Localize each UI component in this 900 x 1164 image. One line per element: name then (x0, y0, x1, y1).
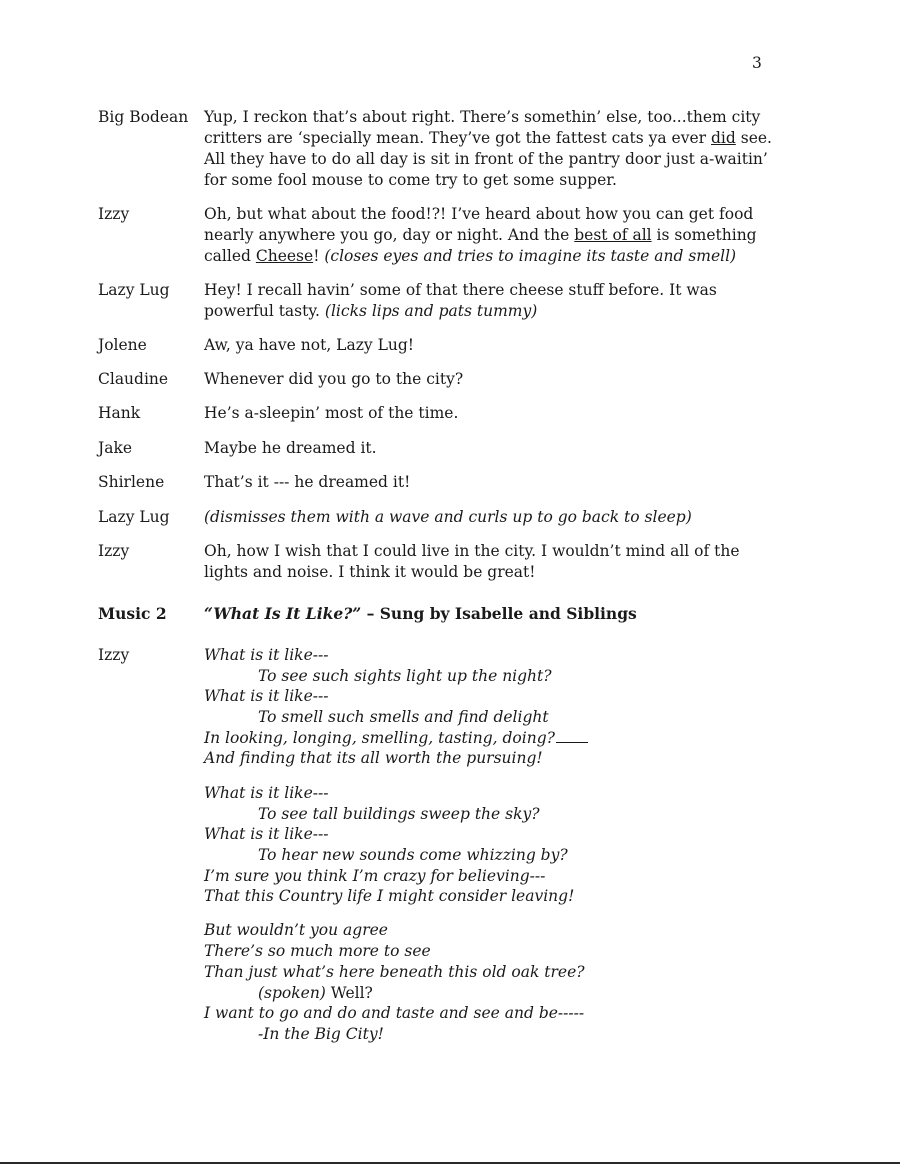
dialogue-line: for some fool mouse to come try to get some supper. (204, 171, 617, 189)
speaker-jolene: Jolene (98, 336, 147, 354)
speaker-shirlene: Shirlene (98, 473, 165, 491)
dialogue-line: Maybe he dreamed it. (204, 439, 377, 457)
dialogue-line: Yup, I reckon that’s about right. There’s somethin’ else, too...them city (204, 108, 761, 126)
blank-underline (556, 728, 588, 743)
dialogue-line: Aw, ya have not, Lazy Lug! (204, 336, 414, 354)
speaker-claudine: Claudine (98, 370, 169, 388)
lyric-line: I want to go and do and taste and see and be----- (204, 1004, 585, 1022)
lyric-line: What is it like--- (204, 646, 329, 664)
dialogue-line: Oh, but what about the food!?! I’ve heard about how you can get food (204, 205, 754, 223)
stage-direction: (dismisses them with a wave and curls up to go back to sleep) (204, 508, 692, 526)
speaker-izzy: Izzy (98, 646, 130, 664)
lyric-line: -In the Big City! (258, 1025, 384, 1043)
dialogue-line: critters are ‘specially mean. They’ve got the fattest cats ya ever did see. (204, 129, 772, 147)
lyric-line: (spoken) Well? (258, 984, 373, 1002)
dialogue-line: That’s it --- he dreamed it! (204, 473, 411, 491)
speaker-izzy: Izzy (98, 205, 130, 223)
stage-direction: (spoken) (258, 984, 326, 1002)
lyric-line: That this Country life I might consider leaving! (204, 887, 575, 905)
lyric-line: What is it like--- (204, 687, 329, 705)
stage-direction: (closes eyes and tries to imagine its taste and smell) (324, 247, 737, 265)
lyric-line: To see such sights light up the night? (258, 667, 552, 685)
dialogue-line: nearly anywhere you go, day or night. And the best of all is something (204, 226, 757, 244)
lyric-line: Than just what’s here beneath this old oak tree? (204, 963, 585, 981)
dialogue-line: called Cheese! (closes eyes and tries to imagine its taste and smell) (204, 247, 737, 265)
lyric-line: What is it like--- (204, 825, 329, 843)
underlined-word: did (711, 129, 736, 147)
underlined-phrase: best of all (574, 226, 652, 244)
song-credit: – Sung by Isabelle and Siblings (361, 604, 637, 623)
lyric-line: But wouldn’t you agree (204, 921, 388, 939)
dialogue-line: lights and noise. I think it would be great! (204, 563, 536, 581)
dialogue-line: Oh, how I wish that I could live in the city. I wouldn’t mind all of the (204, 542, 740, 560)
speaker-lazy-lug: Lazy Lug (98, 508, 170, 526)
music-cue-label: Music 2 (98, 604, 167, 623)
song-heading (204, 603, 637, 624)
lyric-line: There’s so much more to see (204, 942, 431, 960)
lyric-line: In looking, longing, smelling, tasting, doing? (204, 728, 588, 749)
speaker-big-bodean: Big Bodean (98, 108, 189, 126)
dialogue-line: powerful tasty. (licks lips and pats tummy) (204, 302, 538, 320)
lyric-line: What is it like--- (204, 784, 329, 802)
dialogue-line: All they have to do all day is sit in front of the pantry door just a-waitin’ (204, 150, 768, 168)
lyric-line: To hear new sounds come whizzing by? (258, 846, 568, 864)
speaker-jake: Jake (98, 439, 133, 457)
page-number: 3 (752, 54, 762, 72)
speaker-lazy-lug: Lazy Lug (98, 281, 170, 299)
lyric-line: And finding that its all worth the pursuing! (204, 749, 543, 767)
dialogue-line: He’s a-sleepin’ most of the time. (204, 404, 459, 422)
underlined-word: Cheese (255, 247, 314, 265)
stage-direction: (licks lips and pats tummy) (324, 302, 538, 320)
dialogue-line: Hey! I recall havin’ some of that there cheese stuff before. It was (204, 281, 717, 299)
lyric-line: I’m sure you think I’m crazy for believing--- (204, 867, 546, 885)
speaker-hank: Hank (98, 404, 141, 422)
song-title: “What Is It Like?” (204, 604, 362, 623)
lyric-line: To smell such smells and find delight (258, 708, 549, 726)
speaker-izzy: Izzy (98, 542, 130, 560)
dialogue-line: Whenever did you go to the city? (204, 370, 464, 388)
lyric-line: To see tall buildings sweep the sky? (258, 805, 540, 823)
